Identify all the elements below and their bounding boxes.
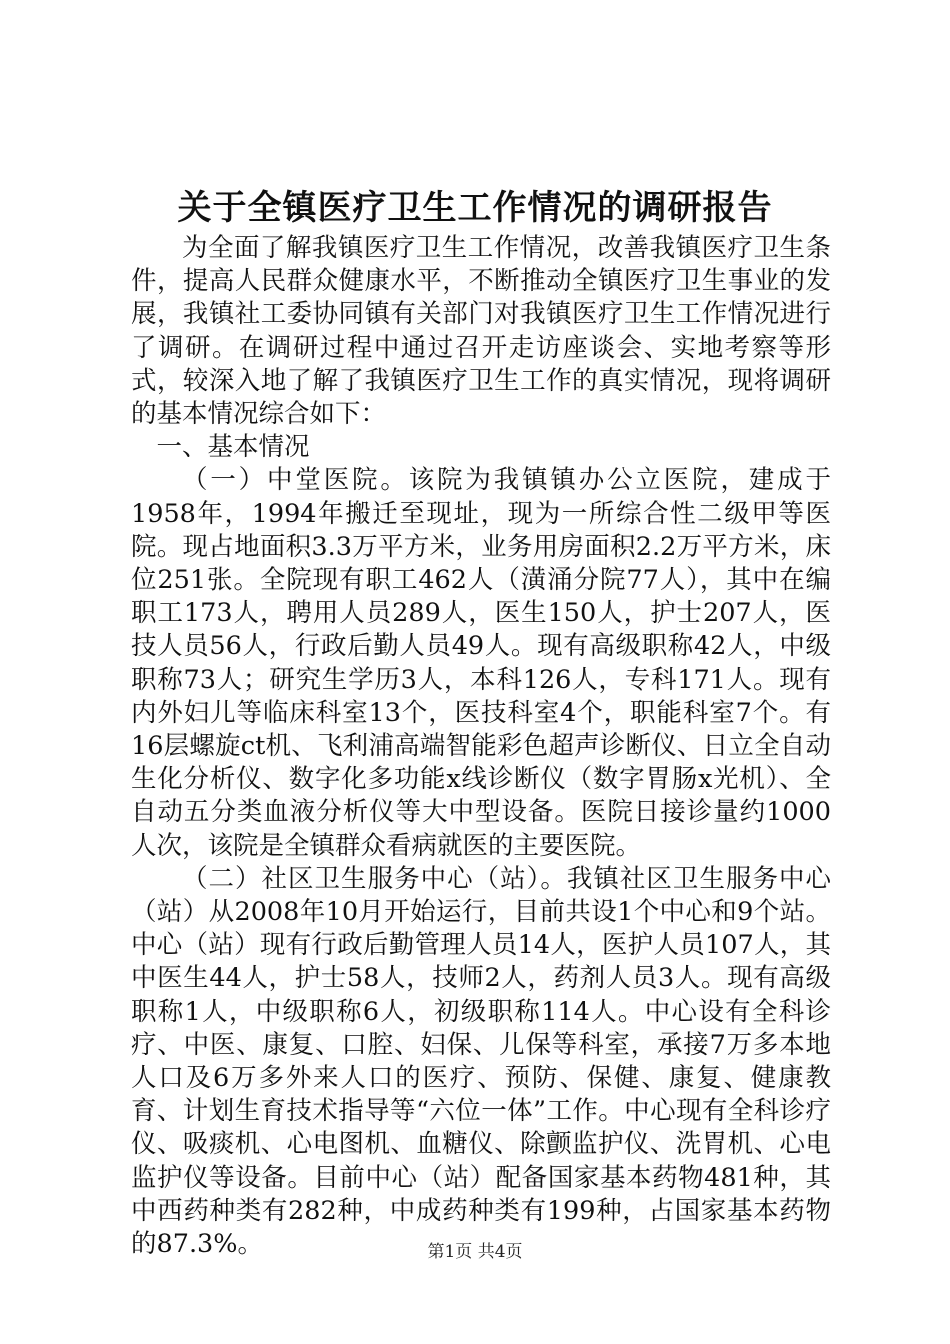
intro-paragraph: 为全面了解我镇医疗卫生工作情况，改善我镇医疗卫生条件，提高人民群众健康水平，不断推动全镇医疗卫生事业的发展，我镇社工委协同镇有关部门对我镇医疗卫生工作情况进行了调研。在调研过程中通过召开走访座谈会、实地考察等形式，较深入地了解了我镇医疗卫生工作的真实情况，现将调研的基本情况综合如下： <box>131 233 831 430</box>
document-title: 关于全镇医疗卫生工作情况的调研报告 <box>177 188 773 228</box>
page-footer: 第1页 共4页 <box>427 1242 523 1262</box>
document-body <box>131 232 831 1261</box>
hospital-paragraph: （一）中堂医院。该院为我镇镇办公立医院，建成于1958年，1994年搬迁至现址，现为一所综合性二级甲等医院。现占地面积3.3万平方米，业务用房面积2.2万平方米，床位251张。全院现有职工462人（潢涌分院77人），其中在编职工173人，聘用人员289人，医生150人，护士207人，医技人员56人，行政后勤人员49人。现有高级职称42人，中级职称73人；研究生学历3人，本科126人，专科171人。现有内外妇儿等临床科室13个，医技科室4个，职能科室7个。有16层螺旋ct机、飞利浦高端智能彩色超声诊断仪、日立全自动生化分析仪、数字化多功能x线诊断仪（数字胃肠x光机）、全自动五分类血液分析仪等大中型设备。医院日接诊量约1000人次，该院是全镇群众看病就医的主要医院。 <box>131 465 831 861</box>
section-heading-basic-situation: 一、基本情况 <box>156 432 310 463</box>
community-health-paragraph: （二）社区卫生服务中心（站）。我镇社区卫生服务中心（站）从2008年10月开始运行，目前共设1个中心和9个站。中心（站）现有行政后勤管理人员14人，医护人员107人，其中医生44人，护士58人，技师2人，药剂人员3人。现有高级职称1人，中级职称6人，初级职称114人。中心设有全科诊疗、中医、康复、口腔、妇保、儿保等科室，承接7万多本地人口及6万多外来人口的医疗、预防、保健、康复、健康教育、计划生育技术指导等“六位一体”工作。中心现有全科诊疗仪、吸痰机、心电图机、血糖仪、除颤监护仪、洗胃机、心电监护仪等设备。目前中心（站）配备国家基本药物481种，其中西药种类有282种，中成药种类有199种，占国家基本药物的87.3%。 <box>131 863 831 1260</box>
